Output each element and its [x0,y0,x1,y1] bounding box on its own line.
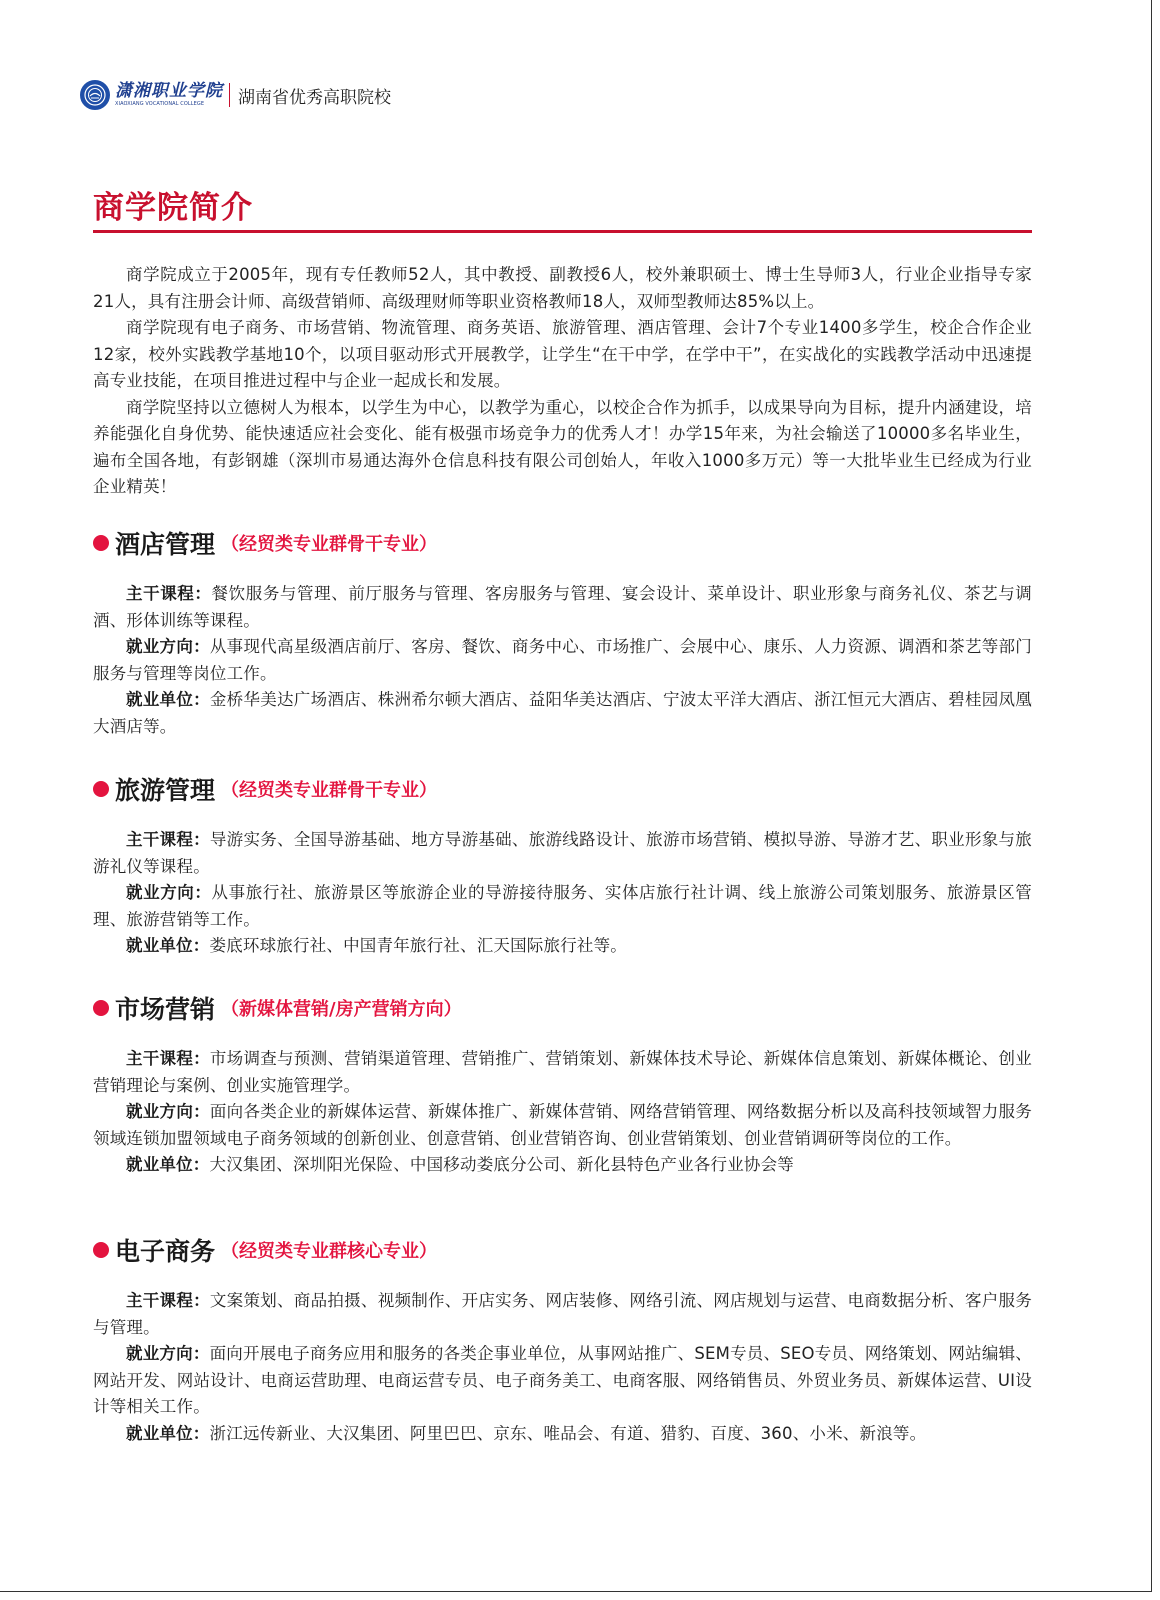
item-label: 主干课程： [126,830,210,849]
item-text: 面向开展电子商务应用和服务的各类企事业单位，从事网站推广、SEM专员、SEO专员、网络策划、网站编辑、网站开发、网站设计、电商运营助理、电商运营专员、电子商务美工、电商客服、网络销售员、外贸业务员、新媒体运营、UI设计等相关工作。 [93,1344,1032,1416]
item-label: 就业方向： [126,1344,210,1363]
page-title: 商学院简介 [93,190,253,226]
item-text: 浙江远传新业、大汉集团、阿里巴巴、京东、唯品会、有道、猎豹、百度、360、小米、新浪等。 [209,1423,927,1443]
section-title: 电子商务 [115,1237,216,1266]
item-label: 主干课程： [126,1291,210,1310]
section-heading [93,991,1032,1025]
section-tag: （经贸类专业群骨干专业） [221,780,438,801]
section-marketing [93,991,1032,1179]
section-item [93,1099,1032,1152]
item-label: 就业方向： [126,637,210,656]
section-heading [93,1233,1032,1267]
section-tag: （新媒体营销/房产营销方向） [221,999,462,1020]
bullet-dot-icon [93,1000,109,1016]
item-label: 就业单位： [126,936,210,955]
header-divider [229,83,230,107]
section-item [93,687,1032,740]
section-title: 酒店管理 [115,530,216,559]
item-label: 就业单位： [126,1423,210,1443]
section-item [93,1288,1032,1341]
bullet-dot-icon [93,535,109,551]
item-label: 主干课程： [126,1049,210,1068]
title-underline [93,230,1032,233]
item-label: 就业单位： [126,690,210,709]
page-header [80,78,391,112]
item-text: 从事旅行社、旅游景区等旅游企业的导游接待服务、实体店旅行社计调、线上旅游公司策划服务、旅游景区管理、旅游营销等工作。 [93,883,1032,929]
section-title: 旅游管理 [115,776,216,805]
section-item [93,933,1032,960]
section-hotel-management [93,526,1032,740]
item-label: 就业方向： [126,883,212,902]
section-item [93,1046,1032,1099]
section-tag: （经贸类专业群骨干专业） [221,534,438,555]
section-item [93,880,1032,933]
bullet-dot-icon [93,1242,109,1258]
section-item [93,634,1032,687]
item-label: 主干课程： [126,584,212,603]
item-text: 导游实务、全国导游基础、地方导游基础、旅游线路设计、旅游市场营销、模拟导游、导游才艺、职业形象与旅游礼仪等课程。 [93,830,1032,876]
section-item [93,1152,1032,1179]
intro-paragraph: 商学院成立于2005年，现有专任教师52人，其中教授、副教授6人，校外兼职硕士、博士生导师3人，行业企业指导专家21人，具有注册会计师、高级营销师、高级理财师等职业资格教师18人，双师型教师达85%以上。 [93,265,1032,311]
section-body [93,1288,1032,1447]
intro-text [93,262,1032,501]
logo-chinese-name: 潇湘职业学院 [115,81,223,101]
section-item [93,581,1032,634]
section-body [93,827,1032,960]
section-e-commerce [93,1233,1032,1447]
item-text: 大汉集团、深圳阳光保险、中国移动娄底分公司、新化县特色产业各行业协会等 [209,1155,794,1174]
section-item [93,827,1032,880]
item-text: 娄底环球旅行社、中国青年旅行社、汇天国际旅行社等。 [209,936,627,955]
college-emblem-icon [80,80,110,110]
section-body [93,581,1032,740]
section-title: 市场营销 [115,995,216,1024]
item-text: 从事现代高星级酒店前厅、客房、餐饮、商务中心、市场推广、会展中心、康乐、人力资源、调酒和茶艺等部门服务与管理等岗位工作。 [93,637,1032,683]
item-text: 文案策划、商品拍摄、视频制作、开店实务、网店装修、网络引流、网店规划与运营、电商数据分析、客户服务与管理。 [93,1291,1032,1337]
intro-paragraph: 商学院现有电子商务、市场营销、物流管理、商务英语、旅游管理、酒店管理、会计7个专业1400多学生，校企合作企业12家，校外实践教学基地10个，以项目驱动形式开展教学，让学生“在干中学，在学中干”，在实战化的实践教学活动中迅速提高专业技能，在项目推进过程中与企业一起成长和发展。 [93,318,1032,390]
intro-paragraph: 商学院坚持以立德树人为根本，以学生为中心，以教学为重心，以校企合作为抓手，以成果导向为目标，提升内涵建设，培养能强化自身优势、能快速适应社会变化、能有极强市场竞争力的优秀人才！办学15年来，为社会输送了10000多名毕业生，遍布全国各地，有彭钢雄（深圳市易通达海外仓信息科技有限公司创始人，年收入1000多万元）等一大批毕业生已经成为行业企业精英！ [93,397,1032,496]
section-body [93,1046,1032,1179]
item-label: 就业单位： [126,1155,210,1174]
header-slogan: 湖南省优秀高职院校 [238,87,391,108]
logo-english-name: XIAOXIANG VOCATIONAL COLLEGE [115,101,205,107]
item-text: 餐饮服务与管理、前厅服务与管理、客房服务与管理、宴会设计、菜单设计、职业形象与商务礼仪、茶艺与调酒、形体训练等课程。 [93,584,1032,630]
item-text: 金桥华美达广场酒店、株洲希尔顿大酒店、益阳华美达酒店、宁波太平洋大酒店、浙江恒元大酒店、碧桂园凤凰大酒店等。 [93,690,1032,736]
item-text: 面向各类企业的新媒体运营、新媒体推广、新媒体营销、网络营销管理、网络数据分析以及高科技领域智力服务领域连锁加盟领域电子商务领域的创新创业、创意营销、创业营销咨询、创业营销策划、创业营销调研等岗位的工作。 [93,1102,1032,1148]
section-heading [93,526,1032,560]
college-logo [115,83,223,107]
section-item [93,1421,1032,1448]
section-item [93,1341,1032,1421]
section-tag: （经贸类专业群核心专业） [221,1241,438,1262]
item-label: 就业方向： [126,1102,210,1121]
section-tourism-management [93,772,1032,960]
item-text: 市场调查与预测、营销渠道管理、营销推广、营销策划、新媒体技术导论、新媒体信息策划、新媒体概论、创业营销理论与案例、创业实施管理学。 [93,1049,1032,1095]
section-heading [93,772,1032,806]
bullet-dot-icon [93,781,109,797]
